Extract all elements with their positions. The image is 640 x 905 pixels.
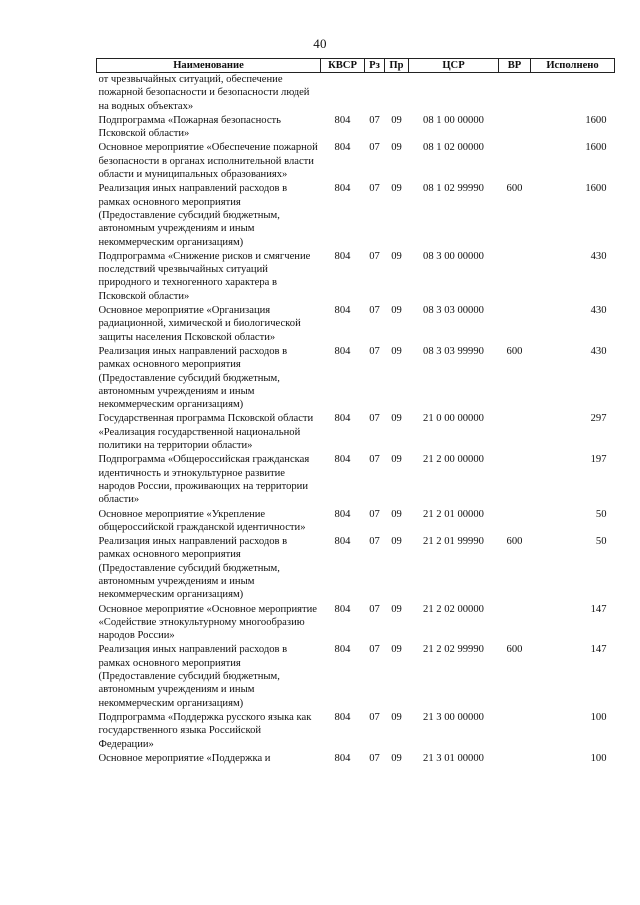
header-csr: ЦСР	[409, 59, 499, 73]
cell-pr: 09	[391, 413, 402, 425]
cell-vr	[499, 453, 531, 507]
cell-kvsr: 804	[334, 536, 351, 548]
cell-executed: 100	[590, 752, 607, 764]
budget-table	[96, 58, 615, 766]
cell-csr: 21 3 01 00000	[423, 752, 484, 764]
cell-csr: 21 3 00 00000	[423, 711, 484, 723]
cell-kvsr: 804	[334, 305, 351, 317]
cell-rz: 07	[369, 142, 380, 154]
cell-kvsr: 804	[334, 454, 351, 466]
cell-pr: 09	[391, 508, 402, 520]
cell-name: Реализация иных направлений расходов в рамках основного мероприятия (Предоставление субсидий бюджетным, автономным учреждениям и иным некоммерческим организациям)	[98, 183, 288, 248]
cell-kvsr: 804	[334, 413, 351, 425]
cell-executed: 1600	[585, 183, 607, 195]
cell-rz: 07	[369, 183, 380, 195]
cell-pr: 09	[391, 752, 402, 764]
cell-name: Реализация иных направлений расходов в рамках основного мероприятия (Предоставление субсидий бюджетным, автономным учреждениям и иным некоммерческим организациям)	[98, 644, 288, 709]
cell-executed: 147	[590, 644, 607, 656]
header-name: Наименование	[97, 59, 321, 73]
cell-rz: 07	[369, 250, 380, 262]
cell-csr: 08 3 03 00000	[423, 305, 484, 317]
cell-csr: 21 2 02 00000	[423, 603, 484, 615]
page-number: 40	[313, 36, 327, 51]
cell-pr: 09	[391, 644, 402, 656]
header-kvsr: КВСР	[321, 59, 365, 73]
cell-pr: 09	[391, 250, 402, 262]
cell-csr	[409, 73, 499, 114]
cell-pr: 09	[391, 305, 402, 317]
header-row	[97, 59, 615, 73]
cell-executed	[531, 73, 615, 114]
cell-executed: 50	[595, 508, 607, 520]
cell-rz: 07	[369, 413, 380, 425]
cell-executed: 147	[590, 603, 607, 615]
cell-executed: 100	[590, 711, 607, 723]
cell-csr: 21 2 01 99990	[423, 536, 484, 548]
header-executed: Исполнено	[531, 59, 615, 73]
cell-rz: 07	[369, 644, 380, 656]
cell-name: Подпрограмма «Поддержка русского языка как государственного языка Российской Федерации»	[98, 711, 312, 750]
cell-rz	[365, 73, 385, 114]
table-row	[97, 73, 615, 114]
cell-csr: 08 1 02 99990	[423, 183, 484, 195]
table-row	[97, 114, 615, 142]
cell-executed: 1600	[585, 142, 607, 154]
cell-kvsr: 804	[334, 752, 351, 764]
cell-executed: 430	[590, 250, 607, 262]
cell-vr	[499, 711, 531, 752]
cell-name: от чрезвычайных ситуаций, обеспечение пожарной безопасности и безопасности людей на водных объектах»	[98, 74, 310, 112]
cell-rz: 07	[369, 603, 380, 615]
table-row	[97, 603, 615, 644]
cell-rz: 07	[369, 711, 380, 723]
cell-kvsr: 804	[334, 644, 351, 656]
cell-rz: 07	[369, 454, 380, 466]
cell-vr: 600	[506, 536, 523, 548]
cell-name: Реализация иных направлений расходов в рамках основного мероприятия (Предоставление субсидий бюджетным, автономным учреждениям и иным некоммерческим организациям)	[98, 536, 288, 601]
cell-pr: 09	[391, 345, 402, 357]
cell-kvsr: 804	[334, 508, 351, 520]
cell-rz: 07	[369, 508, 380, 520]
header-vr: ВР	[499, 59, 531, 73]
cell-pr: 09	[391, 114, 402, 126]
cell-csr: 08 1 02 00000	[423, 142, 484, 154]
cell-pr: 09	[391, 603, 402, 615]
cell-executed: 50	[595, 536, 607, 548]
cell-kvsr: 804	[334, 345, 351, 357]
table-row	[97, 345, 615, 412]
cell-executed: 1600	[585, 114, 607, 126]
cell-rz: 07	[369, 752, 380, 764]
table-row	[97, 304, 615, 345]
cell-csr: 21 2 02 99990	[423, 644, 484, 656]
cell-kvsr: 804	[334, 711, 351, 723]
cell-vr	[499, 73, 531, 114]
cell-pr: 09	[391, 711, 402, 723]
table-row	[97, 643, 615, 710]
cell-name: Подпрограмма «Пожарная безопасность Псковской области»	[98, 114, 281, 140]
cell-vr	[499, 603, 531, 644]
table-row	[97, 182, 615, 249]
cell-vr	[499, 508, 531, 536]
cell-vr: 600	[506, 345, 523, 357]
cell-name: Государственная программа Псковской области «Реализация государственной национальной политики на территории области»	[98, 413, 314, 452]
table-row	[97, 752, 615, 766]
cell-name: Основное мероприятие «Обеспечение пожарной безопасности в органах исполнительной власти области и муниципальных образованиях»	[98, 142, 318, 181]
cell-executed: 430	[590, 305, 607, 317]
header-pr: Пр	[385, 59, 409, 73]
cell-executed: 430	[590, 345, 607, 357]
cell-vr	[499, 304, 531, 345]
cell-vr: 600	[506, 644, 523, 656]
cell-name: Подпрограмма «Общероссийская гражданская идентичность и этнокультурное развитие народов России, проживающих на территории области»	[98, 454, 310, 506]
table-row	[97, 141, 615, 182]
cell-rz: 07	[369, 114, 380, 126]
cell-csr: 21 0 00 00000	[423, 413, 484, 425]
table-body	[97, 73, 615, 767]
cell-pr: 09	[391, 183, 402, 195]
table-row	[97, 453, 615, 507]
cell-name: Подпрограмма «Снижение рисков и смягчение последствий чрезвычайных ситуаций природного и техногенного характера в Псковской области»	[98, 250, 311, 302]
cell-vr	[499, 114, 531, 142]
table-row	[97, 412, 615, 453]
cell-kvsr: 804	[334, 114, 351, 126]
cell-name: Основное мероприятие «Основное мероприятие «Содействие этнокультурному многообразию народов России»	[98, 603, 317, 642]
table-row	[97, 711, 615, 752]
cell-name: Реализация иных направлений расходов в рамках основного мероприятия (Предоставление субсидий бюджетным, автономным учреждениям и иным некоммерческим организациям)	[98, 345, 288, 411]
table-row	[97, 535, 615, 602]
table-header	[97, 59, 615, 73]
cell-kvsr	[321, 73, 365, 114]
cell-csr: 08 1 00 00000	[423, 114, 484, 126]
cell-rz: 07	[369, 345, 380, 357]
cell-executed: 297	[590, 413, 607, 425]
cell-vr: 600	[506, 183, 523, 195]
cell-csr: 21 2 01 00000	[423, 508, 484, 520]
budget-table-container	[96, 58, 614, 766]
cell-pr	[385, 73, 409, 114]
cell-name: Основное мероприятие «Организация радиационной, химической и биологической защиты населения Псковской области»	[98, 305, 301, 343]
table-row	[97, 508, 615, 536]
cell-rz: 07	[369, 536, 380, 548]
cell-vr	[499, 752, 531, 766]
header-rz: Рз	[365, 59, 385, 73]
cell-kvsr: 804	[334, 250, 351, 262]
cell-csr: 08 3 00 00000	[423, 250, 484, 262]
cell-executed: 197	[590, 454, 607, 466]
cell-pr: 09	[391, 536, 402, 548]
cell-rz: 07	[369, 305, 380, 317]
cell-vr	[499, 141, 531, 182]
cell-name: Основное мероприятие «Поддержка и	[98, 752, 271, 764]
cell-vr	[499, 412, 531, 453]
cell-csr: 21 2 00 00000	[423, 454, 484, 466]
cell-pr: 09	[391, 142, 402, 154]
cell-kvsr: 804	[334, 183, 351, 195]
cell-vr	[499, 250, 531, 304]
cell-kvsr: 804	[334, 603, 351, 615]
cell-kvsr: 804	[334, 142, 351, 154]
cell-pr: 09	[391, 454, 402, 466]
cell-csr: 08 3 03 99990	[423, 345, 484, 357]
cell-name: Основное мероприятие «Укрепление общероссийской гражданской идентичности»	[98, 508, 306, 533]
table-row	[97, 250, 615, 304]
